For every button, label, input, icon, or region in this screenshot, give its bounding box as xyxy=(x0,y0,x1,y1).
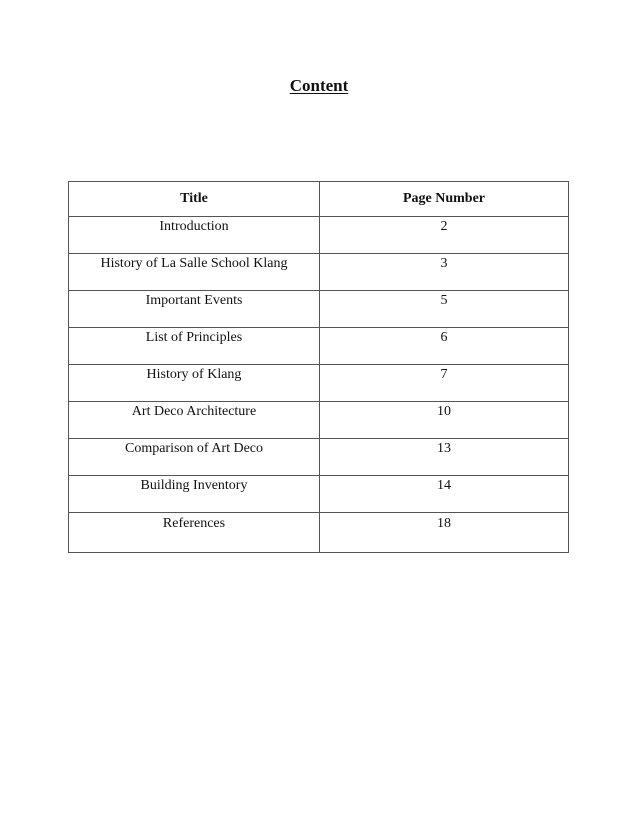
row-title: Introduction xyxy=(69,217,320,254)
row-title: References xyxy=(69,513,320,553)
table-of-contents xyxy=(68,181,569,553)
table-row xyxy=(69,439,569,476)
row-title: Important Events xyxy=(69,291,320,328)
row-title: History of Klang xyxy=(69,365,320,402)
table-header-row xyxy=(69,182,569,217)
row-page-number: 13 xyxy=(320,439,569,476)
row-title: History of La Salle School Klang xyxy=(69,254,320,291)
row-page-number: 7 xyxy=(320,365,569,402)
row-page-number: 2 xyxy=(320,217,569,254)
row-page-number: 18 xyxy=(320,513,569,553)
row-title: Building Inventory xyxy=(69,476,320,513)
row-title: Art Deco Architecture xyxy=(69,402,320,439)
row-title: List of Principles xyxy=(69,328,320,365)
table-row xyxy=(69,328,569,365)
column-header-title: Title xyxy=(69,182,320,217)
row-page-number: 5 xyxy=(320,291,569,328)
column-header-page-number: Page Number xyxy=(320,182,569,217)
row-page-number: 14 xyxy=(320,476,569,513)
table-row xyxy=(69,476,569,513)
table-row xyxy=(69,513,569,553)
row-title: Comparison of Art Deco xyxy=(69,439,320,476)
row-page-number: 3 xyxy=(320,254,569,291)
table-row xyxy=(69,402,569,439)
table-row xyxy=(69,217,569,254)
table-row xyxy=(69,291,569,328)
table-row xyxy=(69,365,569,402)
row-page-number: 10 xyxy=(320,402,569,439)
table-row xyxy=(69,254,569,291)
page-title: Content xyxy=(289,76,349,95)
row-page-number: 6 xyxy=(320,328,569,365)
